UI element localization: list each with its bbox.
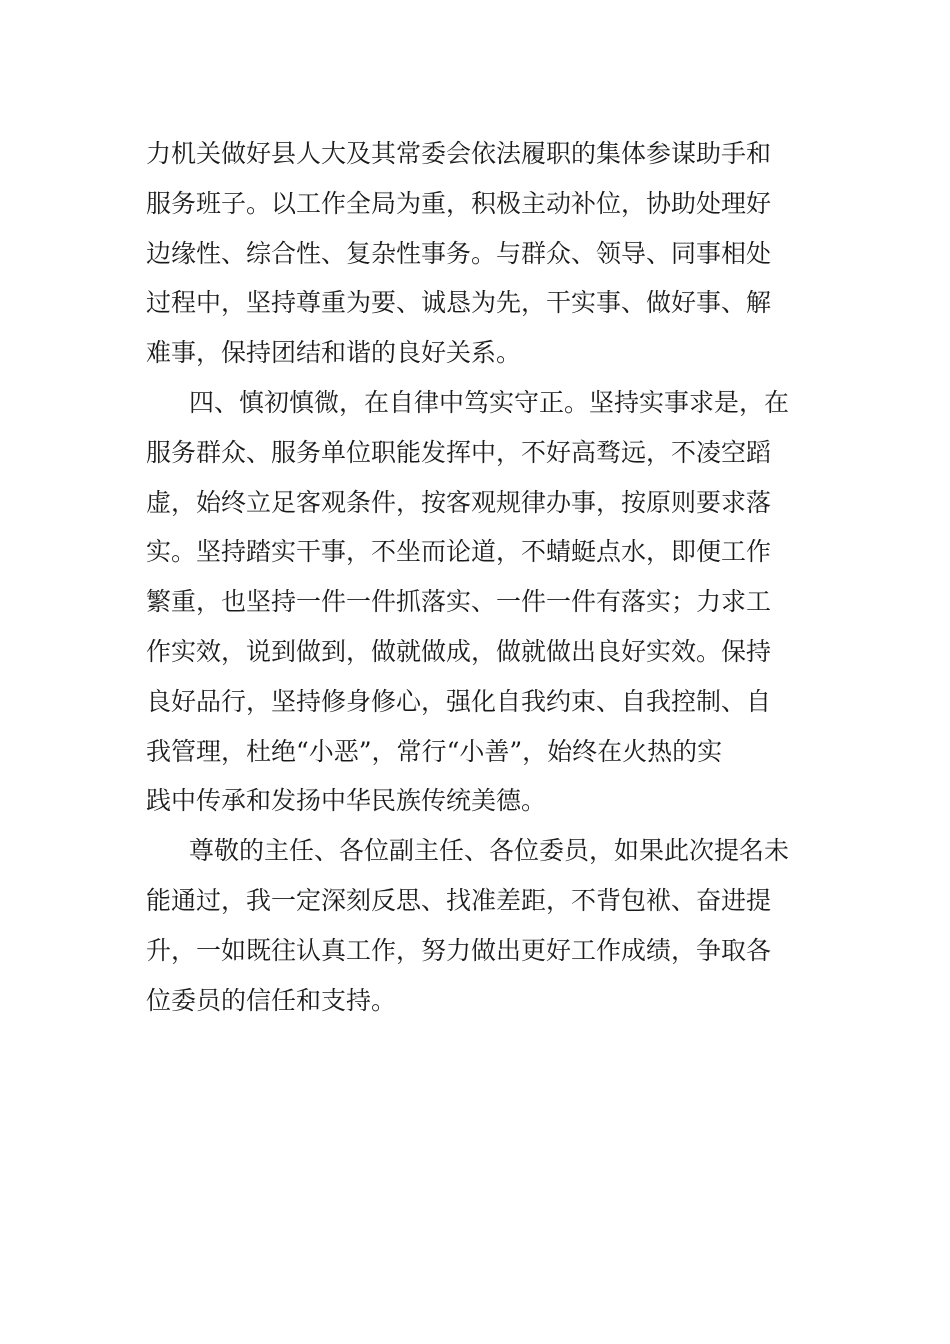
text-line: 服务群众、服务单位职能发挥中，不好高骛远，不凌空蹈 <box>146 437 772 467</box>
text-line: 难事，保持团结和谐的良好关系。 <box>146 338 522 368</box>
text-line: 虚，始终立足客观条件，按客观规律办事，按原则要求落 <box>146 487 772 517</box>
paragraph-start-line: 四、慎初慎微，在自律中笃实守正。坚持实事求是，在 <box>189 387 790 417</box>
text-line: 过程中，坚持尊重为要、诚恳为先，干实事、做好事、解 <box>146 288 772 318</box>
text-line: 边缘性、综合性、复杂性事务。与群众、领导、同事相处 <box>146 238 772 268</box>
text-line: 实。坚持踏实干事，不坐而论道，不蜻蜓点水，即便工作 <box>146 537 772 567</box>
document-body <box>146 129 808 1025</box>
text-line: 我管理，杜绝“小恶”，常行“小善”，始终在火热的实 <box>146 736 723 766</box>
text-line: 升，一如既往认真工作，努力做出更好工作成绩，争取各 <box>146 935 772 965</box>
text-line: 繁重，也坚持一件一件抓落实、一件一件有落实；力求工 <box>146 587 772 617</box>
text-line: 能通过，我一定深刻反思、找准差距，不背包袱、奋进提 <box>146 885 772 915</box>
text-line: 良好品行，坚持修身修心，强化自我约束、自我控制、自 <box>146 686 772 716</box>
text-line: 作实效，说到做到，做就做成，做就做出良好实效。保持 <box>146 636 772 666</box>
text-line: 服务班子。以工作全局为重，积极主动补位，协助处理好 <box>146 188 772 218</box>
paragraph-start-line: 尊敬的主任、各位副主任、各位委员，如果此次提名未 <box>189 836 790 866</box>
text-line: 位委员的信任和支持。 <box>146 985 397 1015</box>
text-line: 力机关做好县人大及其常委会依法履职的集体参谋助手和 <box>146 139 772 168</box>
text-line: 践中传承和发扬中华民族传统美德。 <box>146 786 547 816</box>
